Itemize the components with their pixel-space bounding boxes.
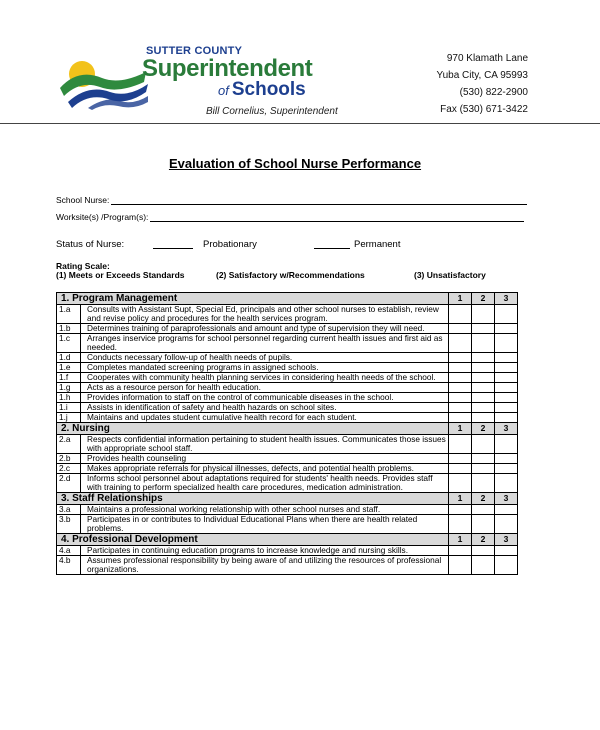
criterion-number: 2.a: [57, 435, 81, 454]
criterion-row: [57, 373, 518, 383]
rating-column-header: 2: [472, 423, 495, 435]
criterion-row: [57, 363, 518, 373]
criterion-text: Participates in continuing education programs to increase knowledge and nursing skills.: [81, 546, 449, 556]
rating-cell[interactable]: [472, 353, 495, 363]
rating-cell[interactable]: [449, 324, 472, 334]
status-row: [56, 239, 526, 253]
criterion-number: 1.i: [57, 403, 81, 413]
rating-cell[interactable]: [449, 454, 472, 464]
rating-cell[interactable]: [472, 324, 495, 334]
sun-hills-logo-icon: [58, 58, 150, 110]
rating-cell[interactable]: [449, 515, 472, 534]
criterion-number: 1.f: [57, 373, 81, 383]
rating-cell[interactable]: [472, 515, 495, 534]
rating-cell[interactable]: [449, 393, 472, 403]
probationary-label: Probationary: [203, 239, 257, 250]
criterion-row: [57, 324, 518, 334]
logo-schools-word: Schools: [231, 79, 306, 100]
section-title: 4. Professional Development: [57, 534, 449, 546]
criterion-text: Cooperates with community health planning services in considering health needs of the school.: [81, 373, 449, 383]
rating-column-header: 1: [449, 534, 472, 546]
criterion-row: [57, 334, 518, 353]
criterion-text: Assists in identification of safety and health hazards on school sites.: [81, 403, 449, 413]
criterion-text: Consults with Assistant Supt, Special Ed, principals and other school nurses to establish, review and revise policy and procedures for the health services program.: [81, 305, 449, 324]
rating-cell[interactable]: [495, 393, 518, 403]
probationary-blank[interactable]: [153, 239, 193, 249]
criterion-row: [57, 464, 518, 474]
rating-cell[interactable]: [495, 556, 518, 575]
rating-cell[interactable]: [495, 413, 518, 423]
rating-cell[interactable]: [495, 363, 518, 373]
section-header-row: [57, 293, 518, 305]
rating-cell[interactable]: [495, 546, 518, 556]
rating-cell[interactable]: [449, 556, 472, 575]
criterion-number: 1.g: [57, 383, 81, 393]
criterion-number: 3.b: [57, 515, 81, 534]
district-logo: [58, 40, 358, 120]
criterion-row: [57, 515, 518, 534]
permanent-blank[interactable]: [314, 239, 350, 249]
superintendent-name: Bill Cornelius, Superintendent: [206, 106, 338, 117]
rating-column-header: 3: [495, 534, 518, 546]
rating-cell[interactable]: [449, 413, 472, 423]
section-title: 1. Program Management: [57, 293, 449, 305]
rating-column-header: 1: [449, 293, 472, 305]
rating-cell[interactable]: [495, 474, 518, 493]
rating-cell[interactable]: [495, 454, 518, 464]
rating-cell[interactable]: [472, 556, 495, 575]
rating-cell[interactable]: [449, 546, 472, 556]
rating-cell[interactable]: [472, 464, 495, 474]
address-line1: 970 Klamath Lane: [446, 53, 528, 64]
criterion-number: 4.b: [57, 556, 81, 575]
criterion-row: [57, 546, 518, 556]
rating-cell[interactable]: [449, 464, 472, 474]
address-line2: Yuba City, CA 95993: [436, 70, 528, 81]
rating-option-1: (1) Meets or Exceeds Standards: [56, 270, 185, 280]
rating-column-header: 1: [449, 423, 472, 435]
rating-cell[interactable]: [472, 373, 495, 383]
rating-cell[interactable]: [449, 403, 472, 413]
criterion-text: Acts as a resource person for health education.: [81, 383, 449, 393]
evaluation-table: [56, 292, 518, 575]
criterion-text: Provides information to staff on the control of communicable diseases in the school.: [81, 393, 449, 403]
criterion-row: [57, 454, 518, 464]
rating-cell[interactable]: [449, 435, 472, 454]
criterion-row: [57, 305, 518, 324]
worksite-field: [56, 212, 524, 222]
rating-column-header: 2: [472, 534, 495, 546]
section-title: 3. Staff Relationships: [57, 493, 449, 505]
school-nurse-field: [56, 195, 527, 205]
rating-cell[interactable]: [472, 546, 495, 556]
criterion-text: Maintains a professional working relationship with other school nurses and staff.: [81, 505, 449, 515]
rating-column-header: 3: [495, 493, 518, 505]
criterion-text: Conducts necessary follow-up of health needs of pupils.: [81, 353, 449, 363]
rating-option-2: (2) Satisfactory w/Recommendations: [216, 270, 365, 280]
criterion-number: 2.d: [57, 474, 81, 493]
phone: (530) 822-2900: [459, 87, 528, 98]
rating-cell[interactable]: [495, 435, 518, 454]
criterion-row: [57, 413, 518, 423]
criterion-row: [57, 383, 518, 393]
rating-cell[interactable]: [449, 474, 472, 493]
criterion-number: 2.c: [57, 464, 81, 474]
rating-option-3: (3) Unsatisfactory: [414, 270, 486, 280]
section-header-row: [57, 493, 518, 505]
letterhead: [0, 0, 600, 125]
rating-cell[interactable]: [472, 363, 495, 373]
rating-cell[interactable]: [449, 363, 472, 373]
rating-cell[interactable]: [472, 474, 495, 493]
criterion-text: Determines training of paraprofessionals and amount and type of supervision they will need.: [81, 324, 449, 334]
section-title: 2. Nursing: [57, 423, 449, 435]
rating-column-header: 2: [472, 493, 495, 505]
logo-superintendent-text: Superintendent: [142, 55, 313, 82]
rating-cell[interactable]: [449, 305, 472, 324]
rating-cell[interactable]: [472, 383, 495, 393]
criterion-text: Makes appropriate referrals for physical illnesses, defects, and potential health problems.: [81, 464, 449, 474]
rating-cell[interactable]: [449, 373, 472, 383]
criterion-text: Arranges inservice programs for school personnel regarding current health issues and first aid as needed.: [81, 334, 449, 353]
rating-cell[interactable]: [472, 435, 495, 454]
rating-cell[interactable]: [449, 383, 472, 393]
rating-cell[interactable]: [495, 334, 518, 353]
criterion-row: [57, 353, 518, 363]
criterion-row: [57, 435, 518, 454]
county-name: SUTTER COUNTY: [146, 45, 243, 57]
criterion-number: 3.a: [57, 505, 81, 515]
rating-column-header: 1: [449, 493, 472, 505]
criterion-number: 1.e: [57, 363, 81, 373]
worksite-label: Worksite(s) /Program(s):: [56, 212, 149, 222]
rating-cell[interactable]: [495, 464, 518, 474]
logo-of-text: of: [218, 83, 229, 98]
permanent-label: Permanent: [354, 239, 401, 250]
rating-cell[interactable]: [472, 413, 495, 423]
rating-scale-label: Rating Scale:: [56, 261, 110, 271]
criterion-number: 2.b: [57, 454, 81, 464]
page-title: Evaluation of School Nurse Performance: [168, 156, 422, 171]
criterion-text: Provides health counseling: [81, 454, 449, 464]
fax: Fax (530) 671-3422: [440, 104, 528, 115]
section-header-row: [57, 534, 518, 546]
criterion-text: Assumes professional responsibility by being aware of and utilizing the resources of professional organizations.: [81, 556, 449, 575]
rating-cell[interactable]: [495, 373, 518, 383]
worksite-input-line[interactable]: [150, 213, 524, 222]
rating-cell[interactable]: [472, 334, 495, 353]
rating-cell[interactable]: [472, 305, 495, 324]
rating-cell[interactable]: [495, 324, 518, 334]
criterion-number: 1.j: [57, 413, 81, 423]
rating-cell[interactable]: [495, 353, 518, 363]
section-header-row: [57, 423, 518, 435]
criterion-number: 1.d: [57, 353, 81, 363]
school-nurse-label: School Nurse:: [56, 195, 110, 205]
status-label: Status of Nurse:: [56, 239, 125, 250]
criterion-text: Respects confidential information pertaining to student health issues. Communicates those issues with appropriate school staff.: [81, 435, 449, 454]
header-divider: [0, 123, 600, 124]
criterion-row: [57, 556, 518, 575]
criterion-text: Maintains and updates student cumulative health record for each student.: [81, 413, 449, 423]
rating-column-header: 2: [472, 293, 495, 305]
rating-cell[interactable]: [495, 403, 518, 413]
school-nurse-input-line[interactable]: [111, 196, 527, 205]
rating-cell[interactable]: [472, 403, 495, 413]
criterion-text: Participates in or contributes to Individual Educational Plans when there are health related problems.: [81, 515, 449, 534]
criterion-number: 1.b: [57, 324, 81, 334]
rating-cell[interactable]: [472, 505, 495, 515]
criterion-number: 4.a: [57, 546, 81, 556]
rating-cell[interactable]: [449, 353, 472, 363]
criterion-number: 1.a: [57, 305, 81, 324]
criterion-row: [57, 505, 518, 515]
rating-cell[interactable]: [472, 454, 495, 464]
criterion-text: Informs school personnel about adaptations required for students' health needs. Provides staff with training to perform specialized health care procedures, medication administration.: [81, 474, 449, 493]
address-block: [436, 50, 528, 118]
rating-column-header: 3: [495, 423, 518, 435]
rating-cell[interactable]: [495, 505, 518, 515]
criterion-number: 1.h: [57, 393, 81, 403]
criterion-number: 1.c: [57, 334, 81, 353]
logo-schools-text: [218, 79, 306, 101]
criterion-row: [57, 403, 518, 413]
rating-cell[interactable]: [495, 515, 518, 534]
rating-cell[interactable]: [472, 393, 495, 403]
rating-cell[interactable]: [449, 334, 472, 353]
rating-cell[interactable]: [449, 505, 472, 515]
rating-column-header: 3: [495, 293, 518, 305]
criterion-row: [57, 474, 518, 493]
criterion-row: [57, 393, 518, 403]
rating-cell[interactable]: [495, 305, 518, 324]
criterion-text: Completes mandated screening programs in assigned schools.: [81, 363, 449, 373]
rating-cell[interactable]: [495, 383, 518, 393]
